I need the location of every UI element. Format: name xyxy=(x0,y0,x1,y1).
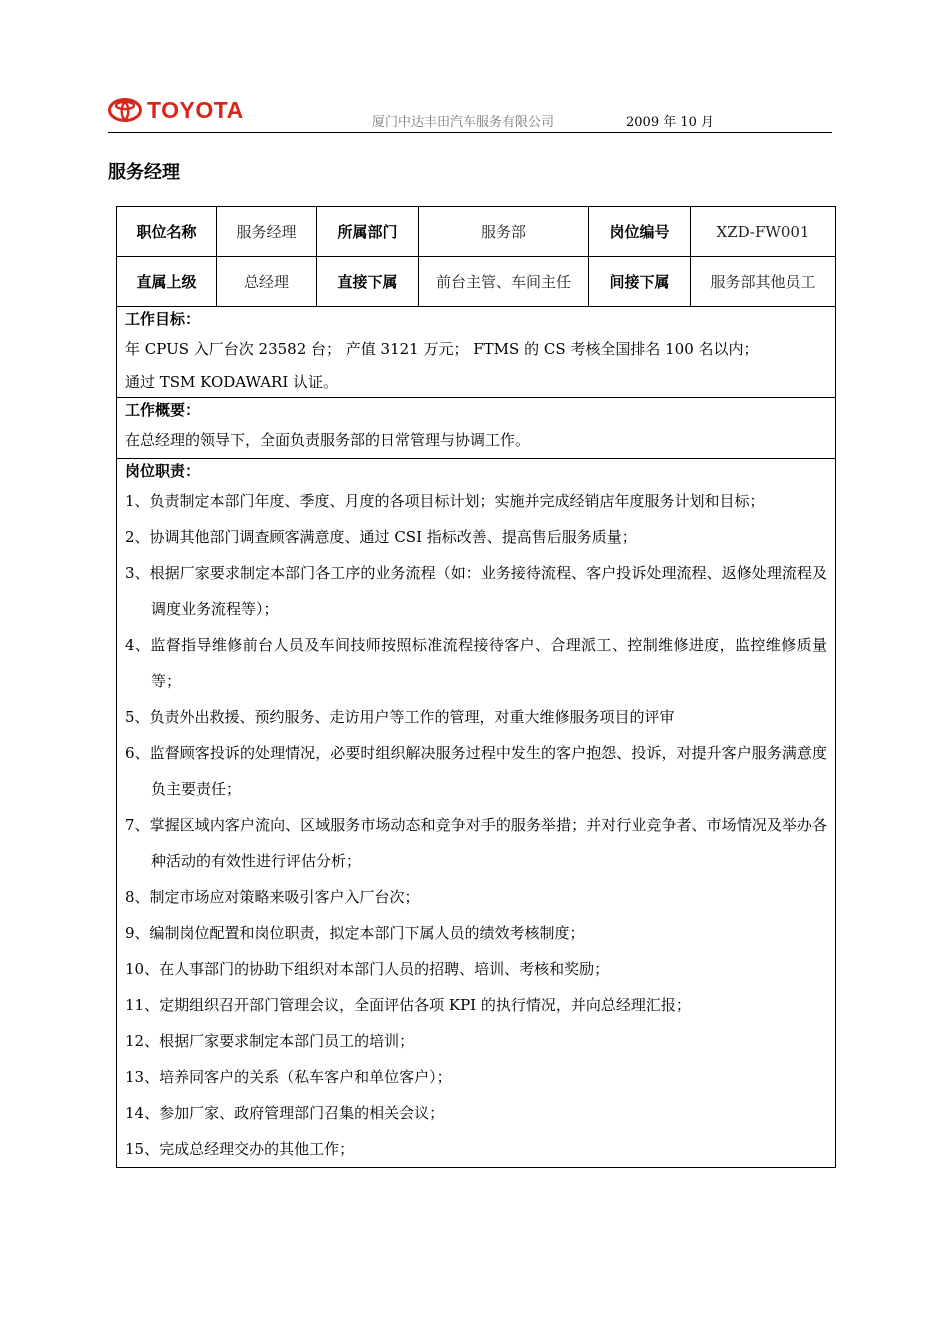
duty-item: 12、根据厂家要求制定本部门员工的培训； xyxy=(125,1032,415,1050)
brand-name: TOYOTA xyxy=(147,97,244,123)
page-header xyxy=(108,96,832,133)
goals-line: 通过 TSM KODAWARI 认证。 xyxy=(125,373,339,391)
duties-section xyxy=(117,459,836,1168)
superior-label: 直属上级 xyxy=(117,257,217,307)
duty-item: 1、负责制定本部门年度、季度、月度的各项目标计划；实施并完成经销店年度服务计划和目标； xyxy=(125,492,765,510)
duty-item: 15、完成总经理交办的其他工作； xyxy=(125,1140,355,1158)
toyota-emblem-icon xyxy=(108,98,142,122)
table-row xyxy=(117,398,836,459)
position-name-value: 服务经理 xyxy=(217,207,317,257)
company-name: 厦门中达丰田汽车服务有限公司 xyxy=(372,115,555,130)
department-label: 所属部门 xyxy=(317,207,419,257)
position-name-label: 职位名称 xyxy=(117,207,217,257)
indirect-subordinate-value: 服务部其他员工 xyxy=(691,257,836,307)
toyota-logo xyxy=(108,98,244,122)
duty-item: 11、定期组织召开部门管理会议，全面评估各项 KPI 的执行情况，并向总经理汇报； xyxy=(125,996,691,1014)
department-value: 服务部 xyxy=(419,207,589,257)
indirect-subordinate-label: 间接下属 xyxy=(589,257,691,307)
direct-subordinate-label: 直接下属 xyxy=(317,257,419,307)
direct-subordinate-value: 前台主管、车间主任 xyxy=(419,257,589,307)
table-row xyxy=(117,207,836,257)
duty-item: 8、制定市场应对策略来吸引客户入厂台次； xyxy=(125,888,420,906)
duty-item: 7、掌握区域内客户流向、区域服务市场动态和竞争对手的服务举措；并对行业竞争者、市场情况及举办各种活动的有效性进行评估分析； xyxy=(125,816,827,870)
position-code-value: XZD-FW001 xyxy=(691,207,836,257)
overview-title: 工作概要： xyxy=(125,401,201,419)
superior-value: 总经理 xyxy=(217,257,317,307)
goals-section xyxy=(117,307,836,398)
overview-text: 在总经理的领导下，全面负责服务部的日常管理与协调工作。 xyxy=(125,431,531,449)
goals-title: 工作目标： xyxy=(125,310,201,328)
duty-item: 5、负责外出救援、预约服务、走访用户等工作的管理，对重大维修服务项目的评审 xyxy=(125,708,675,726)
overview-section xyxy=(117,398,836,459)
duty-item: 2、协调其他部门调查顾客满意度、通过 CSI 指标改善、提高售后服务质量； xyxy=(125,528,637,546)
duty-item: 14、参加厂家、政府管理部门召集的相关会议； xyxy=(125,1104,445,1122)
duty-item: 10、在人事部门的协助下组织对本部门人员的招聘、培训、考核和奖励； xyxy=(125,960,610,978)
page-title: 服务经理 xyxy=(108,162,180,183)
job-description-table xyxy=(116,206,836,1168)
duty-item: 4、监督指导维修前台人员及车间技师按照标准流程接待客户、合理派工、控制维修进度，监控维修质量等； xyxy=(125,636,827,690)
document-date: 2009 年 10 月 xyxy=(626,115,715,130)
table-row xyxy=(117,459,836,1168)
duty-item: 6、监督顾客投诉的处理情况，必要时组织解决服务过程中发生的客户抱怨、投诉，对提升客户服务满意度负主要责任； xyxy=(125,744,827,798)
table-row xyxy=(117,307,836,398)
duties-title: 岗位职责： xyxy=(125,462,201,480)
duty-item: 9、编制岗位配置和岗位职责，拟定本部门下属人员的绩效考核制度； xyxy=(125,924,585,942)
duty-item: 3、根据厂家要求制定本部门各工序的业务流程（如：业务接待流程、客户投诉处理流程、返修处理流程及调度业务流程等）； xyxy=(125,564,827,618)
goals-line: 年 CPUS 入厂台次 23582 台； 产值 3121 万元； FTMS 的 CS 考核全国排名 100 名以内； xyxy=(125,340,759,358)
position-code-label: 岗位编号 xyxy=(589,207,691,257)
duty-item: 13、培养同客户的关系（私车客户和单位客户）； xyxy=(125,1068,452,1086)
table-row xyxy=(117,257,836,307)
